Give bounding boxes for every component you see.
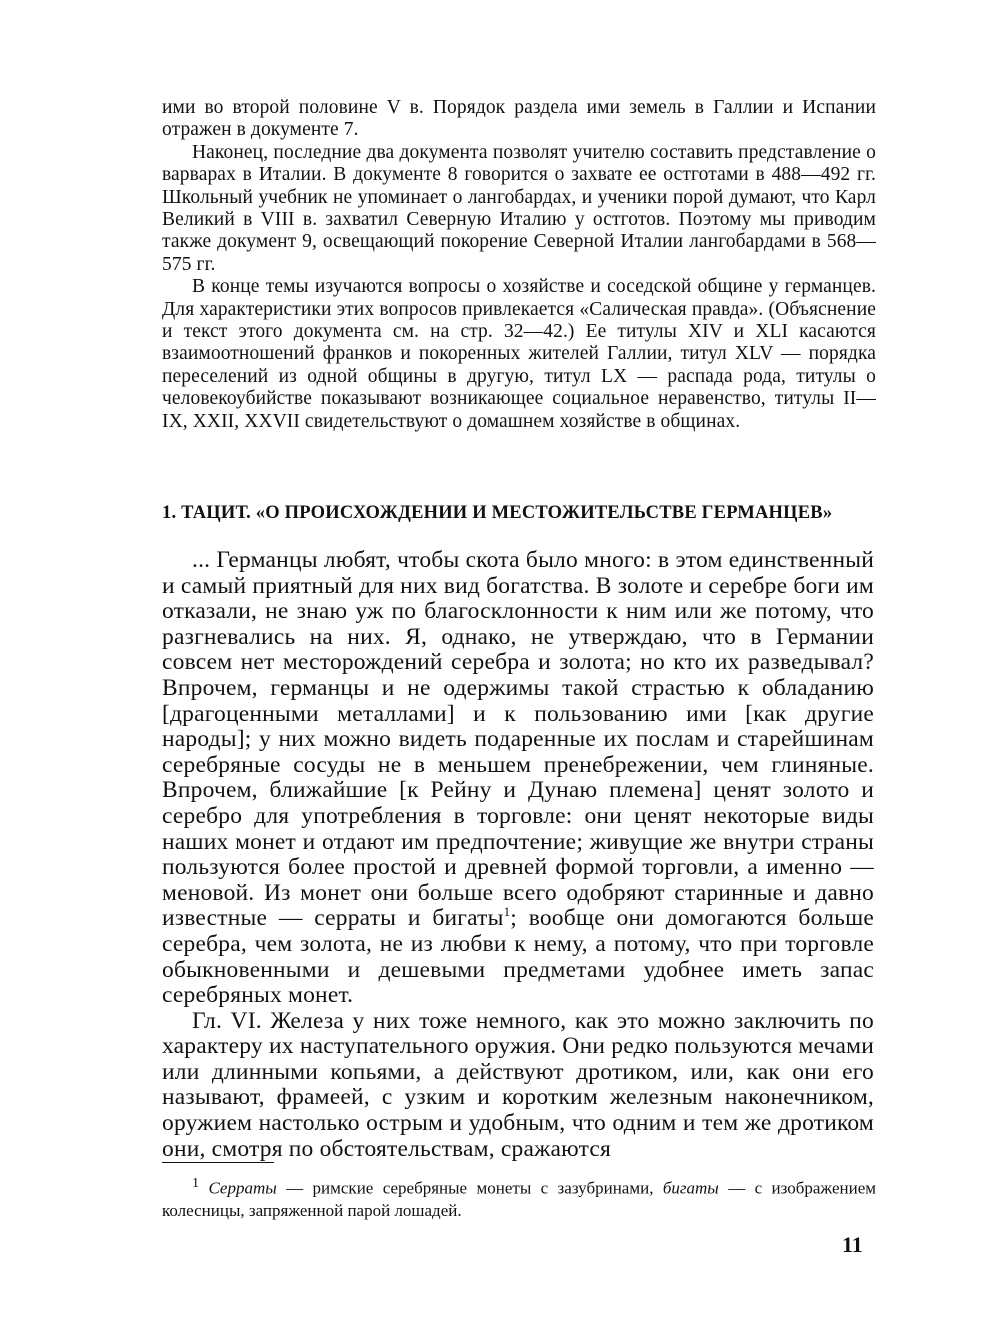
main-paragraph-1-part-b: ; вообще они домогаются больше серебра, чем золота, не из любви к нему, а потому, что при торговле обыкновенными и дешевыми предметами удобнее иметь запас серебряных монет. <box>162 905 874 1009</box>
footnote <box>162 1172 876 1222</box>
main-paragraph-1-part-a: ... Германцы любят, чтобы скота было много: в этом единственный и самый приятный для них вид богатства. В золоте и серебре боги им отказали, не знаю уж по благосклонности к ним или же потому, что разгневались на них. Я, однако, не утверждаю, что в Германии совсем нет месторождений серебра и золота; но кто их разведывал? Впрочем, германцы и не одержимы такой страстью к обладанию [драгоценными металлами] и к пользованию ими [как другие народы]; у них можно видеть подаренные их послам и старейшинам серебряные сосуды не в меньшем пренебрежении, чем глиняные. Впрочем, ближайшие [к Рейну и Дунаю племена] ценят золото и серебро для употребления в торговле: они ценят некоторые виды наших монет и отдают им предпочтение; живущие же внутри страны пользуются более простой и древней формой торговли, а именно — меновой. Из монет они больше всего одобряют старинные и давно известные — серраты и бигаты <box>162 547 874 932</box>
section-heading: 1. ТАЦИТ. «О ПРОИСХОЖДЕНИИ И МЕСТОЖИТЕЛЬСТВЕ ГЕРМАНЦЕВ» <box>162 503 833 523</box>
footnote-divider <box>162 1162 274 1163</box>
intro-paragraph-2: Наконец, последние два документа позволят учителю составить представление о варварах в Италии. В документе 8 говорится о захвате ее остготами в 488—492 гг. Школьный учебник не упоминает о лангобардах, и ученики порой думают, что Карл Великий в VIII в. захватил Северную Италию у остготов. Поэтому мы приводим также документ 9, освещающий покорение Северной Италии лангобардами в 568—575 гг. <box>162 141 876 275</box>
page-number: 11 <box>842 1232 863 1257</box>
main-text <box>162 548 874 1162</box>
footnote-text-1: — римские серебряные монеты с зазубринами, <box>276 1178 663 1198</box>
footnote-reference: 1 <box>503 904 511 920</box>
intro-paragraph-1: ими во второй половине V в. Порядок раздела ими земель в Галлии и Испании отражен в документе 7. <box>162 97 876 141</box>
intro-paragraph-3: В конце темы изучаются вопросы о хозяйстве и соседской общине у германцев. Для характеристики этих вопросов привлекается «Салическая правда». (Объяснение и текст этого документа см. на стр. 32—42.) Ее титулы XIV и XLI касаются взаимоотношений франков и покоренных жителей Галлии, титул XLV — порядка переселений из одной общины в другую, титул LX — распада рода, титулы о человекоубийстве показывают возникающее социальное неравенство, титулы II—IX, XXII, XXVII свидетельствуют о домашнем хозяйстве в общинах. <box>162 276 876 432</box>
footnote-mark: 1 <box>192 1175 200 1191</box>
intro-text <box>162 97 876 433</box>
main-paragraph-1 <box>162 548 874 1009</box>
footnote-term-bigaty: бигаты <box>662 1178 719 1198</box>
footnote-text-2: — с изображением колесницы, запряженной парой лошадей. <box>162 1178 877 1220</box>
main-paragraph-2: Гл. VI. Железа у них тоже немного, как это можно заключить по характеру их наступательного оружия. Они редко пользуются мечами или длинными копьями, а действуют дротиком, или, как они его называют, фрамеей, с узким и коротким железным наконечником, оружием настолько острым и удобным, что одним и тем же дротиком они, смотря по обстоятельствам, сражаются <box>162 1007 874 1162</box>
footnote-term-serraty: Серраты <box>208 1178 277 1198</box>
